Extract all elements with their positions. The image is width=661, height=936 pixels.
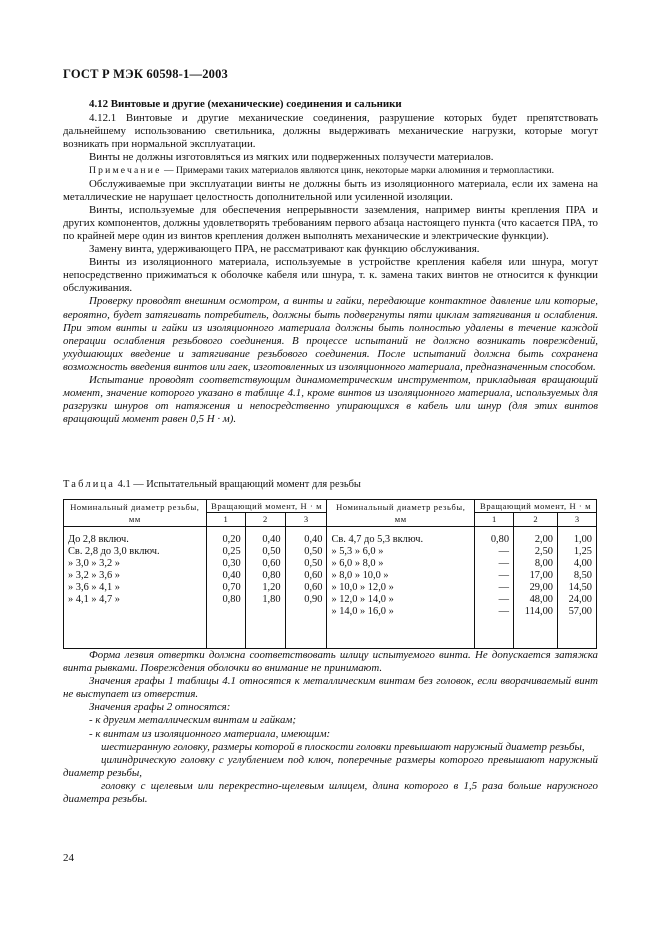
table-cell: » 3,0 » 3,2 » — [68, 558, 120, 569]
sub-list-item: цилиндрическую головку с углублением под ключ, поперечные размеры которого превышают наружный диаметр резьбы, — [63, 753, 598, 779]
torque-column-3-right — [558, 527, 597, 649]
note — [63, 164, 598, 177]
torque-column-1-right — [475, 527, 514, 649]
paragraph: 4.12.1 Винтовые и другие механические соединения, разрушение которых будет препятствовать дальнейшему использованию светильника, должны выдерживать механические нагрузки, которые могут возникать при нормальной эксплуатации. — [63, 112, 598, 151]
column-number: 1 — [206, 513, 245, 527]
table-cell: » 12,0 » 14,0 » — [331, 594, 394, 605]
table-cell: — — [498, 594, 510, 605]
table-cell: 114,00 — [524, 606, 553, 617]
column-header-diameter: Номинальный диаметр резьбы, мм — [327, 500, 475, 527]
table-cell: 24,00 — [568, 594, 592, 605]
table-cell: 0,30 — [222, 558, 241, 569]
table-cell: 0,25 — [222, 546, 241, 557]
table-cell: » 3,6 » 4,1 » — [68, 582, 120, 593]
torque-column-1-left — [206, 527, 245, 649]
torque-column-2-right — [514, 527, 558, 649]
paragraph: Винты не должны изготовляться из мягких или подверженных ползучести материалов. — [89, 151, 494, 164]
section-body — [63, 98, 598, 426]
paragraph: Винты, используемые для обеспечения непрерывности заземления, например винты крепления ПРА и других компонентов, должны удовлетворять требованиям первого абзаца настоящего пункта (что касается ПРА, то по крайней мере один из винтов крепления должен выполнять механические и электрические функции). — [63, 203, 598, 242]
torque-table — [63, 499, 597, 649]
table-cell: До 2,8 включ. — [68, 534, 129, 545]
table-caption — [63, 479, 361, 490]
table-cell: 0,50 — [304, 558, 323, 569]
section-title: 4.12 Винтовые и другие (механические) соединения и сальники — [89, 98, 402, 110]
sub-list-item: шестигранную головку, размеры которой в плоскости головки превышают наружный диаметр резьбы, — [101, 740, 585, 753]
table-cell: » 14,0 » 16,0 » — [331, 606, 394, 617]
document-code-header: ГОСТ Р МЭК 60598-1—2003 — [63, 67, 228, 81]
table-cell: 29,00 — [529, 582, 553, 593]
paragraph: Винты из изоляционного материала, используемые в устройстве крепления кабеля или шнура, могут непосредственно прижиматься к оболочке кабеля или шнура, т. к. замена таких винтов не относится к функции обслуживания. — [63, 256, 598, 295]
table-cell: 14,50 — [568, 582, 592, 593]
table-cell: » 6,0 » 8,0 » — [331, 558, 384, 569]
table-cell: 0,60 — [304, 582, 323, 593]
table-cell: 0,60 — [304, 570, 323, 581]
table-cell: 0,40 — [304, 534, 323, 545]
sub-list-item: головку с щелевым или перекрестно-щелевым шлицем, длина которого в 1,5 раза больше наружного диаметра резьбы. — [63, 779, 598, 806]
table-cell: — — [498, 558, 510, 569]
table-cell: Св. 2,8 до 3,0 включ. — [68, 546, 160, 557]
table-cell: Св. 4,7 до 5,3 включ. — [331, 534, 424, 545]
column-number: 2 — [514, 513, 558, 527]
table-cell: 0,60 — [262, 558, 281, 569]
table-cell: 0,50 — [262, 546, 281, 557]
table-cell: 1,25 — [573, 546, 592, 557]
diameter-column-right — [327, 527, 475, 649]
after-table-body — [63, 649, 598, 806]
table-cell: 17,00 — [529, 570, 553, 581]
table-cell: 2,50 — [534, 546, 553, 557]
table-cell: 0,90 — [304, 594, 323, 605]
note-label: Примечание — [89, 165, 162, 177]
table-cell: 0,20 — [222, 534, 241, 545]
table-cell: 0,40 — [222, 570, 241, 581]
table-cell: 48,00 — [529, 594, 553, 605]
table-cell: — — [498, 582, 510, 593]
test-paragraph: Испытание проводят соответствующим динамометрическим инструментом, прикладывая вращающий момент, значение которого указано в таблице 4.1, кроме винтов из изоляционного материала, используемых для разгрузки шнуров от натяжения и непосредственно упирающихся в кабель или шнур (для этих винтов вращающий момент равен 0,5 Н · м). — [63, 373, 598, 426]
diameter-column-left — [64, 527, 207, 649]
paragraph: Замену винта, удерживающего ПРА, не рассматривают как функцию обслуживания. — [89, 243, 480, 256]
table-cell: 1,00 — [573, 534, 592, 545]
table-cell: 0,70 — [222, 582, 241, 593]
column-header-torque: Вращающий момент, Н · м — [475, 500, 597, 513]
note-text: — Примерами таких материалов являются цинк, некоторые марки алюминия и термопластики. — [163, 165, 555, 177]
table-cell: » 8,0 » 10,0 » — [331, 570, 389, 581]
table-cell: 0,50 — [304, 546, 323, 557]
page-number: 24 — [63, 852, 74, 864]
torque-column-3-left — [285, 527, 327, 649]
table-cell: 2,00 — [534, 534, 553, 545]
list-item: - к другим металлическим винтам и гайкам; — [89, 714, 296, 727]
table-cell: — — [498, 570, 510, 581]
table-cell: 1,20 — [262, 582, 281, 593]
table-cell: » 10,0 » 12,0 » — [331, 582, 394, 593]
column-number: 1 — [475, 513, 514, 527]
table-cell: 0,40 — [262, 534, 281, 545]
table-cell: 4,00 — [573, 558, 592, 569]
table-cell: » 4,1 » 4,7 » — [68, 594, 120, 605]
table-caption-text: 4.1 — Испытательный вращающий момент для резьбы — [117, 479, 361, 490]
table-cell: — — [498, 546, 510, 557]
table-cell: 0,80 — [222, 594, 241, 605]
test-paragraph: Проверку проводят внешним осмотром, а винты и гайки, передающие контактное давление или которые, вероятно, будет затягивать потребитель, должны быть подвергнуты пяти циклам затягивания и ослабления. При этом винты и гайки из изоляционного материала должны быть полностью удалены в течение каждой операции ослабления резьбового соединения. В процессе испытаний не должно возникать повреждений, ухудшающих введение и затягивание резьбового соединения. После испытаний должна быть сохранена возможность введения винтов или гаек, изготовленных из изоляционного материала, предназначенным способом. — [63, 295, 598, 373]
column-number: 3 — [558, 513, 597, 527]
table-cell: 8,00 — [534, 558, 553, 569]
table-cell: — — [498, 606, 510, 617]
table-cell: 57,00 — [568, 606, 592, 617]
paragraph: Обслуживаемые при эксплуатации винты не должны быть из изоляционного материала, если их замена на металлические не нарушает целостность дополнительной или усиленной изоляции. — [63, 177, 598, 203]
paragraph: Значения графы 2 относятся: — [89, 701, 231, 714]
table-cell: 0,80 — [262, 570, 281, 581]
torque-column-2-left — [245, 527, 285, 649]
paragraph: Значения графы 1 таблицы 4.1 относятся к металлическим винтам без головок, если вворачиваемый винт не выступает из отверстия. — [63, 675, 598, 701]
table-cell: » 5,3 » 6,0 » — [331, 546, 384, 557]
table-cell: » 3,2 » 3,6 » — [68, 570, 120, 581]
column-number: 2 — [245, 513, 285, 527]
column-number: 3 — [285, 513, 327, 527]
column-header-torque: Вращающий момент, Н · м — [206, 500, 327, 513]
table-caption-label: Таблица — [63, 479, 116, 490]
table-cell: 1,80 — [262, 594, 281, 605]
list-item: - к винтам из изоляционного материала, имеющим: — [89, 727, 331, 740]
paragraph: Форма лезвия отвертки должна соответствовать шлицу испытуемого винта. Не допускается затяжка винта рывками. Повреждения оболочки во внимание не принимают. — [63, 649, 598, 675]
column-header-diameter: Номинальный диаметр резьбы, мм — [64, 500, 207, 527]
table-cell: 0,80 — [490, 534, 510, 545]
table-cell: 8,50 — [573, 570, 592, 581]
